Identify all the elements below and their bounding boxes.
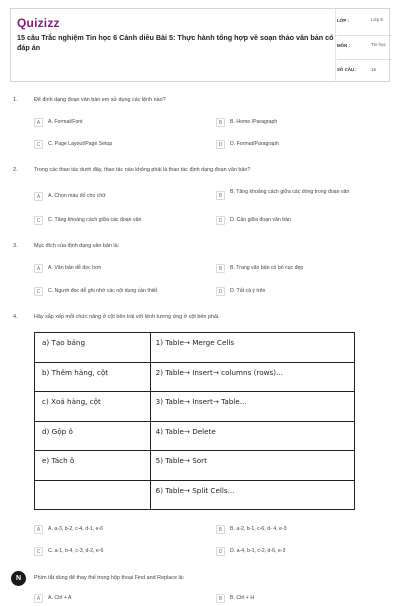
worksheet-header <box>10 8 390 82</box>
question-2-option-a[interactable] <box>34 192 209 204</box>
option-letter-box: B <box>216 118 225 127</box>
option-letter-box: C <box>34 547 43 556</box>
table-row <box>35 451 355 481</box>
question-5-option-b[interactable] <box>216 594 386 606</box>
question-1-option-d[interactable] <box>216 140 386 152</box>
option-text: A. Format/Font <box>48 119 83 125</box>
table-cell-left: e) Tách ô <box>35 451 151 481</box>
question-1-option-c[interactable] <box>34 140 209 152</box>
quizizz-logo: Quizizz <box>17 16 60 30</box>
class-value: Lớp 6 <box>371 17 383 22</box>
option-text: B. a-2, b-1, c-6, d- 4, e-3 <box>230 526 287 532</box>
table-cell-right: 3) Table→ Insert→ Table... <box>150 392 354 422</box>
option-letter-box: B <box>216 525 225 534</box>
table-cell-right: 1) Table→ Merge Cells <box>150 333 354 363</box>
question-2-option-c[interactable] <box>34 216 209 228</box>
table-row <box>35 421 355 451</box>
question-4-number: 4. <box>13 314 18 320</box>
option-text: B. Home /Paragraph <box>230 119 278 125</box>
table-row <box>35 333 355 363</box>
option-letter-box: A <box>34 525 43 534</box>
question-4-option-b[interactable] <box>216 525 386 537</box>
header-line <box>337 35 392 36</box>
question-1-option-b[interactable] <box>216 118 386 130</box>
table-cell-right: 2) Table→ Insert→ columns (rows)... <box>150 362 354 392</box>
option-text: B. Ctrl + H <box>230 595 255 601</box>
table-cell-left: a) Tạo bảng <box>35 333 151 363</box>
option-letter-box: A <box>34 192 43 201</box>
option-text: D. a-4, b-1, c-2, d-6, e-3 <box>230 548 286 554</box>
question-2-option-b[interactable] <box>216 188 386 204</box>
subject-value: Tin học <box>371 42 386 47</box>
question-4-text: Hãy sắp xếp mỗi chức năng ở cột bên trái với lệnh tương ứng ở cột bên phải. <box>34 314 220 320</box>
count-label: SỐ CÂU : <box>337 67 357 72</box>
header-divider <box>335 9 336 81</box>
question-1-option-a[interactable] <box>34 118 209 130</box>
question-3-text: Mục đích của định dạng văn bản là: <box>34 243 120 249</box>
table-cell-right: 4) Table→ Delete <box>150 421 354 451</box>
question-4-option-d[interactable] <box>216 547 386 559</box>
option-letter-box: D <box>216 287 225 296</box>
question-3-option-c[interactable] <box>34 287 209 299</box>
option-text: A. Văn bản dễ đọc hơn <box>48 265 102 271</box>
option-letter-box: C <box>34 140 43 149</box>
question-4-option-c[interactable] <box>34 547 209 559</box>
question-2-text: Trong các thao tác dưới đây, thao tác nào không phải là thao tác định dạng đoạn văn bản? <box>34 167 251 173</box>
option-text: D. Căn giữa đoạn văn bản <box>230 217 291 223</box>
table-row <box>35 362 355 392</box>
option-text: C. a-1, b-4, c-3, d-2, e-6 <box>48 548 104 554</box>
option-letter-box: C <box>34 216 43 225</box>
option-text: B. Tăng khoảng cách giữa các dòng trong đoạn văn <box>230 189 350 195</box>
question-5-option-a[interactable] <box>34 594 209 606</box>
question-2-number: 2. <box>13 167 18 173</box>
option-text: B. Trang văn bản có bố cục đẹp <box>230 265 304 271</box>
count-value: 15 <box>371 67 377 72</box>
option-text: A. a-3, b-2, c-4, d-1, e-6 <box>48 526 104 532</box>
option-letter-box: C <box>34 287 43 296</box>
table-cell-left <box>35 480 151 510</box>
question-3-option-b[interactable] <box>216 264 386 276</box>
question-3-option-a[interactable] <box>34 264 209 276</box>
n-avatar-badge[interactable]: N <box>11 571 26 586</box>
page-title: 15 câu Trắc nghiệm Tin học 6 Cánh diều Bài 5: Thực hành tổng hợp về soạn thảo văn bản có đáp án <box>17 33 334 52</box>
table-row <box>35 392 355 422</box>
option-letter-box: B <box>216 191 225 200</box>
option-text: D. Tất cả ý trên <box>230 288 266 294</box>
table-cell-right: 6) Table→ Split Cells... <box>150 480 354 510</box>
subject-label: MÔN : <box>337 43 350 48</box>
class-label: LỚP : <box>337 18 349 23</box>
option-letter-box: D <box>216 140 225 149</box>
question-3-number: 3. <box>13 243 18 249</box>
option-text: C. Tăng khoảng cách giữa các đoạn văn <box>48 217 142 223</box>
question-2-option-d[interactable] <box>216 216 386 228</box>
header-line <box>337 59 392 60</box>
table-cell-left: b) Thêm hàng, cột <box>35 362 151 392</box>
table-row <box>35 480 355 510</box>
option-text: A. Chọn màu đỏ cho chữ <box>48 193 106 199</box>
table-cell-right: 5) Table→ Sort <box>150 451 354 481</box>
question-5-text: Phím tắt dùng để thay thế trong hộp thoại Find and Replace là: <box>34 575 185 581</box>
question-1-text: Để định dạng đoạn văn bản em sử dụng các lệnh nào? <box>34 97 166 103</box>
option-letter-box: B <box>216 264 225 273</box>
option-text: A. Ctrl + A <box>48 595 72 601</box>
matching-table <box>34 332 355 510</box>
question-4-option-a[interactable] <box>34 525 209 537</box>
option-letter-box: D <box>216 547 225 556</box>
option-letter-box: A <box>34 594 43 603</box>
option-letter-box: D <box>216 216 225 225</box>
option-letter-box: A <box>34 264 43 273</box>
option-text: D. Format/Paragraph <box>230 141 279 147</box>
option-text: C. Người đọc dễ ghi nhớ các nội dung cần thiết <box>48 288 158 294</box>
option-letter-box: B <box>216 594 225 603</box>
question-1-number: 1. <box>13 97 18 103</box>
table-cell-left: d) Gộp ô <box>35 421 151 451</box>
question-3-option-d[interactable] <box>216 287 386 299</box>
table-cell-left: c) Xoá hàng, cột <box>35 392 151 422</box>
option-letter-box: A <box>34 118 43 127</box>
option-text: C. Page Layout/Page Setup <box>48 141 113 147</box>
